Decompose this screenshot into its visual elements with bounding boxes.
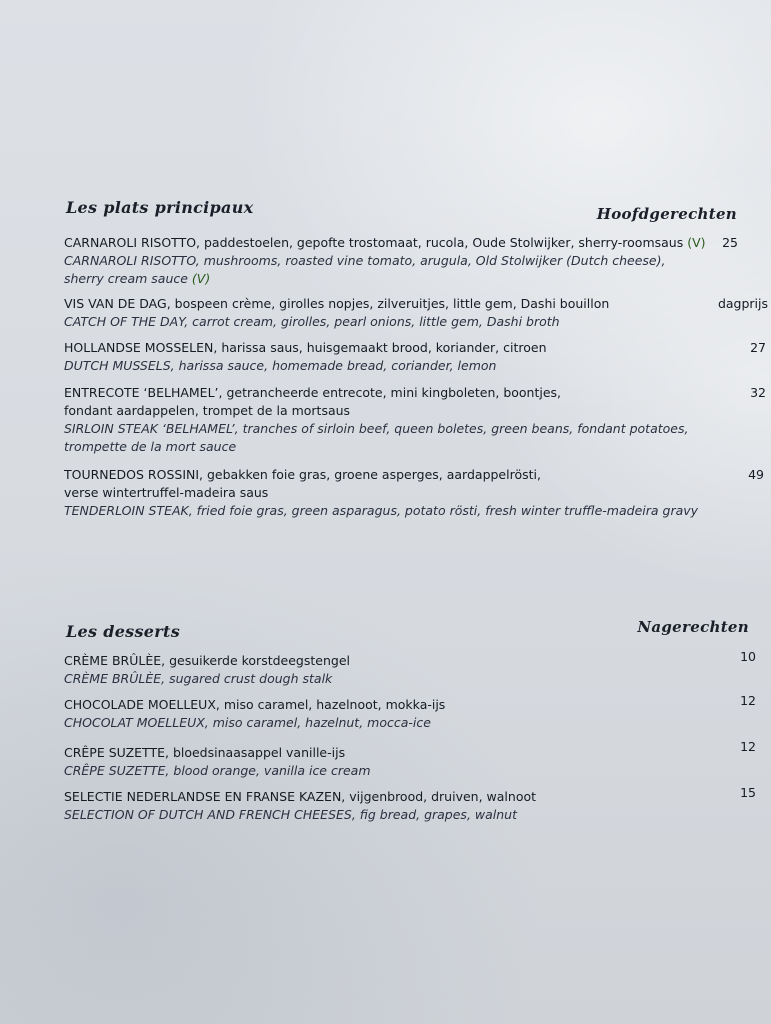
dish-name-dutch: CARNAROLI RISOTTO, paddestoelen, gepofte trostomaat, rucola, Oude Stolwijker, sherry-roomsaus (V) — [64, 235, 706, 250]
dish-catch-of-the-day — [64, 295, 768, 331]
dessert-name-dutch: CHOCOLADE MOELLEUX, miso caramel, hazelnoot, mokka-ijs — [64, 697, 446, 712]
dish-name-dutch: ENTRECOTE ‘BELHAMEL’, getrancheerde entrecote, mini kingboleten, boontjes, — [64, 385, 562, 400]
dish-mussels — [64, 339, 766, 375]
dessert-price: 12 — [740, 739, 756, 754]
dish-name-dutch: HOLLANDSE MOSSELEN, harissa saus, huisgemaakt brood, koriander, citroen — [64, 340, 547, 355]
dessert-name-english: CRÈME BRÛLÈE, sugared crust dough stalk — [64, 671, 333, 686]
dish-name-dutch: VIS VAN DE DAG, bospeen crème, girolles nopjes, zilveruitjes, little gem, Dashi bouillon — [64, 296, 610, 311]
mains-heading-french: Les plats principaux — [66, 198, 254, 217]
dessert-name-dutch: CRÈME BRÛLÈE, gesuikerde korstdeegstengel — [64, 653, 350, 668]
dessert-price: 15 — [740, 785, 756, 800]
dish-risotto — [64, 234, 754, 288]
dish-price: 25 — [722, 235, 738, 250]
dish-name-english: DUTCH MUSSELS, harissa sauce, homemade bread, coriander, lemon — [64, 358, 497, 373]
dish-name-dutch-cont: verse wintertruffel-madeira saus — [64, 485, 269, 500]
dessert-name-dutch: SELECTIE NEDERLANDSE EN FRANSE KAZEN, vijgenbrood, druiven, walnoot — [64, 789, 537, 804]
dessert-name-dutch: CRÊPE SUZETTE, bloedsinaasappel vanille-ijs — [64, 745, 346, 760]
dish-name-english: CARNAROLI RISOTTO, mushrooms, roasted vine tomato, arugula, Old Stolwijker (Dutch cheese), — [64, 253, 666, 268]
dessert-name-english: CHOCOLAT MOELLEUX, miso caramel, hazelnut, mocca-ice — [64, 715, 431, 730]
desserts-heading-dutch: Nagerechten — [637, 618, 749, 636]
dessert-crepe-suzette — [64, 739, 756, 780]
dish-price: dagprijs — [717, 296, 768, 311]
dish-tournedos-rossini — [64, 466, 764, 520]
dish-name-english-cont: trompette de la mort sauce — [64, 439, 237, 454]
desserts-heading-french: Les desserts — [66, 622, 180, 641]
dish-price: 49 — [748, 467, 764, 482]
vegetarian-mark: (V) — [687, 235, 706, 250]
dessert-cheese-selection — [64, 785, 756, 824]
dish-price: 27 — [750, 340, 766, 355]
dessert-chocolate-moelleux — [64, 693, 756, 732]
dish-name-english: CATCH OF THE DAY, carrot cream, girolles, pearl onions, little gem, Dashi broth — [64, 314, 560, 329]
dish-name-dutch: TOURNEDOS ROSSINI, gebakken foie gras, groene asperges, aardappelrösti, — [64, 467, 541, 482]
dish-name-english: SIRLOIN STEAK ‘BELHAMEL’, tranches of sirloin beef, queen boletes, green beans, fondant potatoes, — [64, 421, 689, 436]
dessert-price: 10 — [740, 649, 756, 664]
dish-entrecote — [64, 384, 766, 456]
dessert-price: 12 — [740, 693, 756, 708]
dish-name-english: TENDERLOIN STEAK, fried foie gras, green asparagus, potato rösti, fresh winter truffle-madeira gravy — [64, 503, 699, 518]
dish-price: 32 — [750, 385, 766, 400]
dish-name-dutch-cont: fondant aardappelen, trompet de la mortsaus — [64, 403, 351, 418]
mains-heading-dutch: Hoofdgerechten — [596, 205, 737, 223]
dish-name-english-cont: sherry cream sauce (V) — [64, 271, 211, 286]
vegetarian-mark: (V) — [191, 271, 211, 286]
dessert-name-english: SELECTION OF DUTCH AND FRENCH CHEESES, fig bread, grapes, walnut — [64, 807, 517, 822]
dessert-name-english: CRÊPE SUZETTE, blood orange, vanilla ice cream — [64, 763, 371, 778]
dessert-creme-brulee — [64, 649, 756, 688]
